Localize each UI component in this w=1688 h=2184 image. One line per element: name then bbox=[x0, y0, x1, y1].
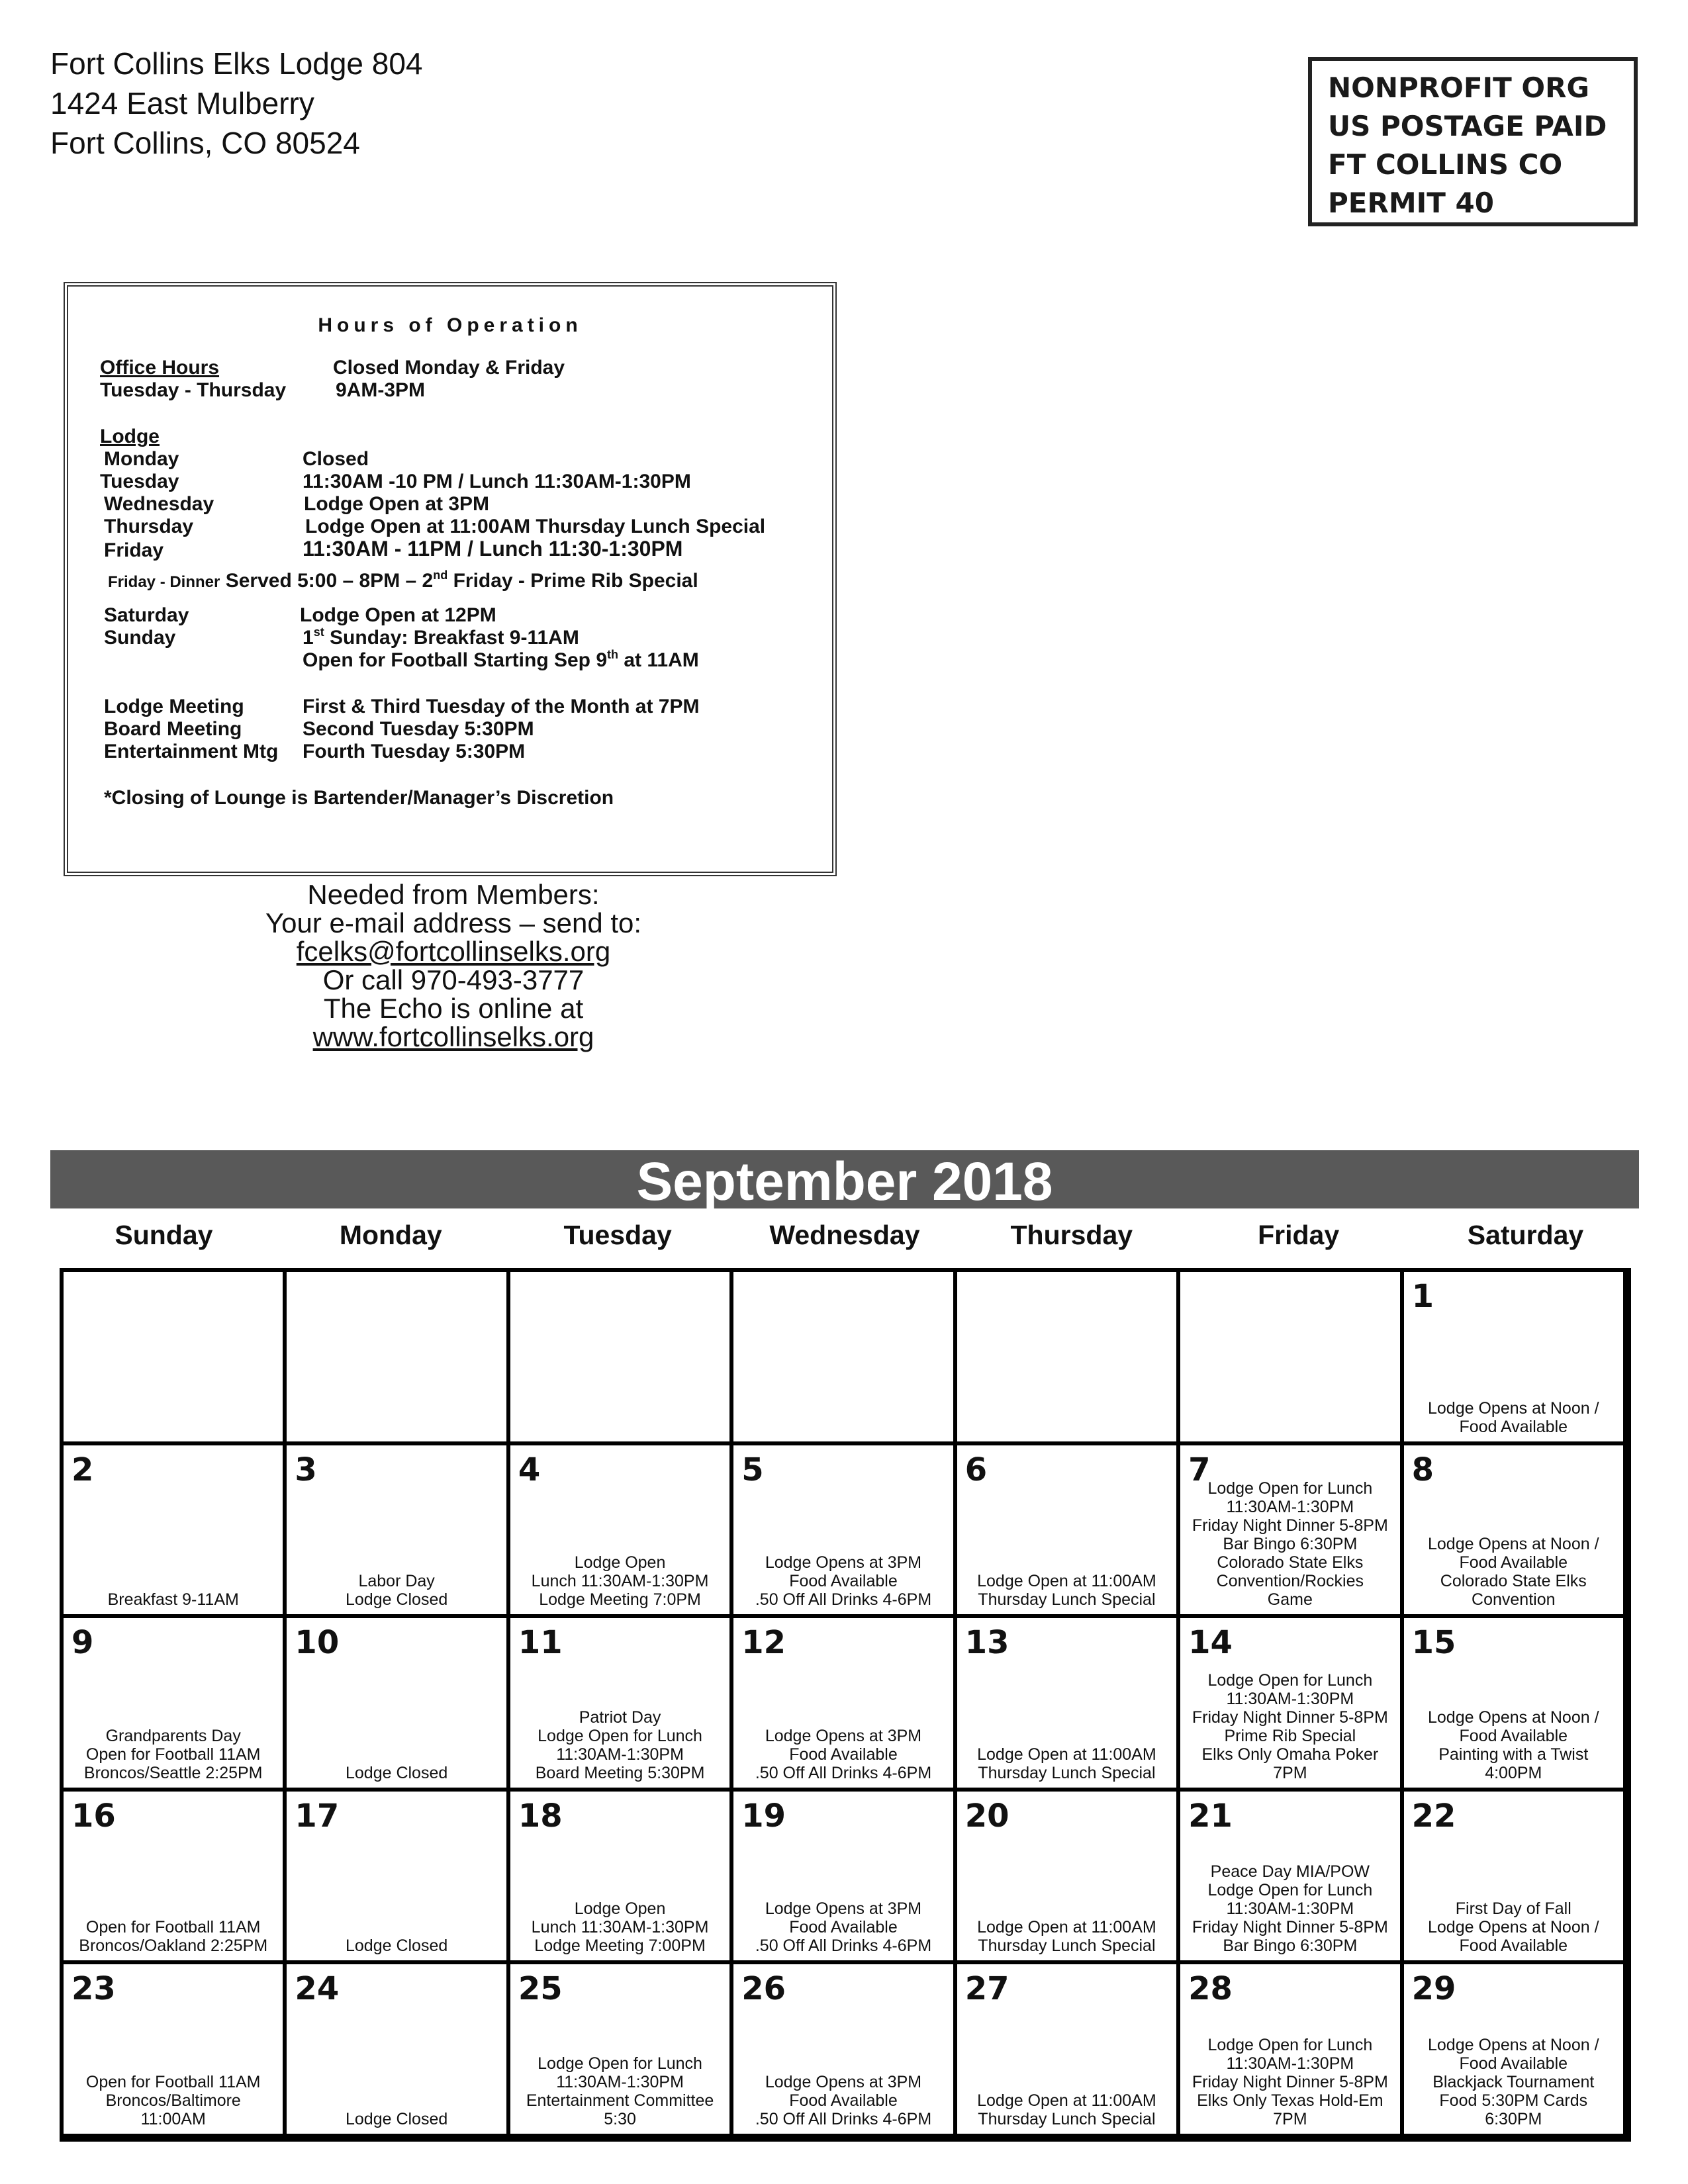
calendar-day-cell bbox=[1400, 1441, 1627, 1619]
office-days: Tuesday - Thursday bbox=[100, 379, 287, 401]
calendar-day-cell bbox=[60, 1614, 287, 1792]
day-events bbox=[510, 1899, 729, 1955]
event-line: Food 5:30PM Cards bbox=[1439, 2091, 1588, 2110]
calendar-title: September 2018 bbox=[636, 1152, 1053, 1212]
postage-line: FT COLLINS CO bbox=[1328, 148, 1563, 181]
meeting-time: Fourth Tuesday 5:30PM bbox=[303, 741, 526, 762]
day-events bbox=[1180, 1862, 1399, 1955]
event-line: Thursday Lunch Special bbox=[978, 1936, 1156, 1956]
day-number: 26 bbox=[741, 1970, 786, 2008]
calendar-day-cell bbox=[1400, 1960, 1627, 2138]
meeting-time: Second Tuesday 5:30PM bbox=[303, 718, 534, 740]
calendar-day-cell bbox=[729, 1788, 957, 1965]
day-number: 23 bbox=[71, 1970, 116, 2008]
superscript: th bbox=[607, 648, 619, 661]
friday-dinner-text: Friday - Prime Rib Special bbox=[447, 570, 698, 592]
event-line: Food Available bbox=[1459, 1726, 1568, 1745]
day-header-sunday: Sunday bbox=[115, 1220, 213, 1250]
day-header-wednesday: Wednesday bbox=[769, 1220, 920, 1250]
day-number: 4 bbox=[518, 1451, 541, 1488]
day-number: 29 bbox=[1411, 1970, 1456, 2008]
day-label: Tuesday bbox=[100, 471, 179, 492]
event-line: Prime Rib Special bbox=[1224, 1726, 1356, 1745]
day-number: 8 bbox=[1411, 1451, 1434, 1488]
calendar-day-cell bbox=[729, 1960, 957, 2138]
day-events bbox=[287, 2110, 506, 2128]
day-hours: Lodge Open at 3PM bbox=[304, 493, 490, 515]
event-line: Lodge Closed bbox=[345, 1763, 448, 1782]
event-line: Food Available bbox=[1459, 1417, 1568, 1436]
event-line: Lunch 11:30AM-1:30PM bbox=[531, 1918, 709, 1937]
postage-line: NONPROFIT ORG bbox=[1328, 71, 1589, 104]
event-line: Lodge Opens at Noon / bbox=[1428, 1707, 1599, 1727]
day-header-friday: Friday bbox=[1258, 1220, 1340, 1250]
calendar-day-cell bbox=[729, 1614, 957, 1792]
event-line: Food Available bbox=[1459, 2054, 1568, 2073]
day-events bbox=[1404, 2036, 1623, 2128]
event-line: Colorado State Elks bbox=[1440, 1572, 1587, 1591]
event-line: .50 Off All Drinks 4-6PM bbox=[755, 2109, 932, 2128]
event-line: Food Available bbox=[789, 1572, 898, 1591]
event-line: Open for Football 11AM bbox=[85, 1745, 261, 1764]
postage-line: US POSTAGE PAID bbox=[1328, 110, 1607, 142]
calendar-day-cell bbox=[1176, 1268, 1403, 1445]
event-line: Lodge Closed bbox=[345, 1590, 448, 1610]
calendar-day-headers bbox=[50, 1215, 1639, 1255]
day-number: 24 bbox=[295, 1970, 340, 2008]
members-text: The Echo is online at bbox=[323, 993, 584, 1024]
day-number: 18 bbox=[518, 1797, 563, 1835]
day-number: 1 bbox=[1411, 1278, 1434, 1315]
event-line: Lodge Opens at Noon / bbox=[1428, 1398, 1599, 1418]
day-events bbox=[733, 1899, 953, 1955]
day-number: 19 bbox=[741, 1797, 786, 1835]
event-line: .50 Off All Drinks 4-6PM bbox=[755, 1936, 932, 1956]
postage-indicia bbox=[1308, 57, 1638, 226]
football-text: Open for Football Starting Sep 9 bbox=[303, 649, 608, 671]
friday-dinner-line bbox=[108, 570, 698, 592]
day-events bbox=[287, 1936, 506, 1955]
event-line: Lodge Open at 11:00AM bbox=[977, 1918, 1156, 1937]
day-number: 15 bbox=[1411, 1624, 1456, 1662]
event-line: Thursday Lunch Special bbox=[978, 1590, 1156, 1610]
day-label: Saturday bbox=[104, 604, 189, 626]
event-line: Thursday Lunch Special bbox=[978, 2109, 1156, 2128]
superscript: st bbox=[313, 625, 324, 639]
calendar-day-cell bbox=[60, 1788, 287, 1965]
meeting-time: First & Third Tuesday of the Month at 7PM bbox=[303, 696, 700, 717]
day-events bbox=[64, 1727, 283, 1782]
day-events bbox=[957, 1918, 1176, 1955]
event-line: Breakfast 9-11AM bbox=[107, 1590, 239, 1610]
day-number: 22 bbox=[1411, 1797, 1456, 1835]
event-line: Lodge Open at 11:00AM bbox=[977, 1572, 1156, 1591]
event-line: Thursday Lunch Special bbox=[978, 1763, 1156, 1782]
event-line: Friday Night Dinner 5-8PM bbox=[1192, 2072, 1388, 2091]
calendar-day-cell bbox=[60, 1268, 287, 1445]
superscript: nd bbox=[433, 569, 448, 582]
day-number: 20 bbox=[964, 1797, 1009, 1835]
calendar-day-cell bbox=[1176, 1614, 1403, 1792]
event-line: Lodge Closed bbox=[345, 2109, 448, 2128]
day-events bbox=[1180, 1671, 1399, 1782]
event-line: Lodge Opens at 3PM bbox=[765, 1726, 922, 1745]
day-header-saturday: Saturday bbox=[1467, 1220, 1584, 1250]
day-events bbox=[64, 2073, 283, 2128]
meeting-label: Entertainment Mtg bbox=[104, 741, 279, 762]
event-line: Labor Day bbox=[358, 1572, 435, 1591]
day-number: 5 bbox=[741, 1451, 764, 1488]
event-line: Peace Day MIA/POW bbox=[1210, 1862, 1370, 1882]
calendar-day-cell bbox=[506, 1614, 733, 1792]
calendar-day-cell bbox=[953, 1614, 1180, 1792]
day-events bbox=[733, 1553, 953, 1609]
office-closed-days: Closed Monday & Friday bbox=[333, 357, 565, 379]
event-line: Lodge Open for Lunch bbox=[1207, 1881, 1373, 1900]
day-number: 12 bbox=[741, 1624, 786, 1662]
event-line: 6:30PM bbox=[1485, 2109, 1542, 2128]
calendar-day-cell bbox=[60, 1960, 287, 2138]
day-hours: Lodge Open at 12PM bbox=[300, 604, 496, 626]
day-number: 25 bbox=[518, 1970, 563, 2008]
calendar-day-cell bbox=[283, 1788, 510, 1965]
event-line: 5:30 bbox=[604, 2109, 636, 2128]
friday-dinner-label: Friday - Dinner bbox=[108, 573, 220, 591]
calendar-day-cell bbox=[283, 1960, 510, 2138]
members-notice bbox=[199, 880, 708, 1051]
calendar-day-cell bbox=[506, 1960, 733, 2138]
day-number: 9 bbox=[71, 1624, 94, 1662]
day-events bbox=[1404, 1399, 1623, 1436]
calendar-day-cell bbox=[506, 1268, 733, 1445]
event-line: Lodge Open at 11:00AM bbox=[977, 2091, 1156, 2110]
day-events bbox=[1180, 1479, 1399, 1609]
calendar-day-cell bbox=[1400, 1614, 1627, 1792]
event-line: 7PM bbox=[1273, 1763, 1307, 1782]
day-number: 3 bbox=[295, 1451, 317, 1488]
day-events bbox=[733, 2073, 953, 2128]
day-events bbox=[510, 1708, 729, 1782]
calendar-day-cell bbox=[506, 1788, 733, 1965]
event-line: Lodge Opens at 3PM bbox=[765, 1899, 922, 1919]
event-line: Bar Bingo 6:30PM bbox=[1223, 1936, 1358, 1956]
event-line: Colorado State Elks bbox=[1217, 1553, 1364, 1572]
event-line: Lodge Open for Lunch bbox=[1207, 2035, 1373, 2054]
football-note bbox=[303, 649, 699, 672]
day-label: Thursday bbox=[104, 516, 194, 537]
sender-street: 1424 East Mulberry bbox=[50, 86, 314, 120]
hours-title: Hours of Operation bbox=[318, 314, 583, 336]
calendar-day-cell bbox=[60, 1441, 287, 1619]
day-events bbox=[64, 1590, 283, 1609]
event-line: Open for Football 11AM bbox=[85, 1918, 261, 1937]
calendar-grid bbox=[60, 1268, 1631, 2142]
event-line: Food Available bbox=[1459, 1936, 1568, 1956]
event-line: Lodge Open at 11:00AM bbox=[977, 1745, 1156, 1764]
event-line: Lodge Meeting 7:0PM bbox=[539, 1590, 701, 1610]
event-line: Lodge Opens at 3PM bbox=[765, 2072, 922, 2091]
event-line: Game bbox=[1267, 1590, 1313, 1610]
calendar-day-cell bbox=[729, 1268, 957, 1445]
event-line: Bar Bingo 6:30PM bbox=[1223, 1535, 1358, 1554]
calendar-day-cell bbox=[953, 1441, 1180, 1619]
office-time: 9AM-3PM bbox=[336, 379, 426, 401]
members-heading: Needed from Members: bbox=[307, 879, 600, 910]
calendar-day-cell bbox=[1176, 1788, 1403, 1965]
sunday-text: Sunday: Breakfast 9-11AM bbox=[324, 627, 579, 649]
day-hours: Lodge Open at 11:00AM Thursday Lunch Special bbox=[305, 516, 766, 537]
day-events bbox=[957, 1572, 1176, 1609]
day-events bbox=[733, 1727, 953, 1782]
day-number: 2 bbox=[71, 1451, 94, 1488]
event-line: Friday Night Dinner 5-8PM bbox=[1192, 1918, 1388, 1937]
event-line: Convention bbox=[1472, 1590, 1556, 1610]
meeting-label: Lodge Meeting bbox=[104, 696, 244, 717]
football-text: at 11AM bbox=[618, 649, 699, 671]
event-line: Grandparents Day bbox=[105, 1726, 241, 1745]
day-events bbox=[1404, 1535, 1623, 1609]
day-events bbox=[510, 2054, 729, 2128]
event-line: Elks Only Texas Hold-Em bbox=[1197, 2091, 1383, 2110]
day-events bbox=[1180, 2036, 1399, 2128]
event-line: Patriot Day bbox=[579, 1707, 661, 1727]
event-line: Lodge Opens at Noon / bbox=[1428, 2035, 1599, 2054]
day-number: 6 bbox=[964, 1451, 988, 1488]
event-line: Food Available bbox=[789, 2091, 898, 2110]
event-line: Lodge Meeting 7:00PM bbox=[534, 1936, 706, 1956]
event-line: Lodge Open for Lunch bbox=[1207, 1670, 1373, 1690]
postage-line: PERMIT 40 bbox=[1328, 187, 1494, 219]
hours-of-operation-box bbox=[64, 282, 837, 876]
event-line: 11:30AM-1:30PM bbox=[556, 1745, 684, 1764]
event-line: Lunch 11:30AM-1:30PM bbox=[531, 1572, 709, 1591]
day-events bbox=[1404, 1899, 1623, 1955]
day-events bbox=[510, 1553, 729, 1609]
event-line: Friday Night Dinner 5-8PM bbox=[1192, 1707, 1388, 1727]
sender-name: Fort Collins Elks Lodge 804 bbox=[50, 46, 423, 81]
event-line: Food Available bbox=[1459, 1553, 1568, 1572]
day-events bbox=[957, 2091, 1176, 2128]
day-events bbox=[287, 1764, 506, 1782]
day-label: Sunday bbox=[104, 627, 176, 649]
day-number: 14 bbox=[1188, 1624, 1233, 1662]
email-link[interactable]: fcelks@fortcollinselks.org bbox=[296, 936, 611, 967]
calendar-day-cell bbox=[953, 1788, 1180, 1965]
event-line: Lodge Closed bbox=[345, 1936, 448, 1956]
day-header-tuesday: Tuesday bbox=[563, 1220, 672, 1250]
event-line: Painting with a Twist bbox=[1438, 1745, 1589, 1764]
calendar-day-cell bbox=[1176, 1960, 1403, 2138]
calendar-day-cell bbox=[1176, 1441, 1403, 1619]
event-line: Lodge Opens at Noon / bbox=[1428, 1918, 1599, 1937]
event-line: 11:30AM-1:30PM bbox=[1226, 1899, 1354, 1919]
calendar-day-cell bbox=[953, 1960, 1180, 2138]
day-hours: Closed bbox=[303, 448, 369, 470]
day-hours: 11:30AM - 11PM / Lunch 11:30-1:30PM bbox=[303, 537, 683, 561]
day-number: 16 bbox=[71, 1797, 116, 1835]
event-line: .50 Off All Drinks 4-6PM bbox=[755, 1590, 932, 1610]
event-line: Elks Only Omaha Poker bbox=[1201, 1745, 1379, 1764]
day-number: 7 bbox=[1188, 1451, 1211, 1488]
event-line: Food Available bbox=[789, 1918, 898, 1937]
event-line: Broncos/Seattle 2:25PM bbox=[83, 1763, 263, 1782]
event-line: Lodge Open bbox=[574, 1553, 666, 1572]
calendar-day-cell bbox=[1400, 1788, 1627, 1965]
members-text: Or call 970-493-3777 bbox=[322, 964, 585, 995]
day-events bbox=[1404, 1708, 1623, 1782]
event-line: Broncos/Oakland 2:25PM bbox=[79, 1936, 268, 1956]
event-line: Friday Night Dinner 5-8PM bbox=[1192, 1516, 1388, 1535]
event-line: 11:00AM bbox=[140, 2109, 206, 2128]
day-label: Monday bbox=[104, 448, 179, 470]
event-line: Lodge Open for Lunch bbox=[1207, 1479, 1373, 1498]
event-line: Lodge Open for Lunch bbox=[538, 2054, 702, 2073]
event-line: 7PM bbox=[1273, 2109, 1307, 2128]
event-line: Board Meeting 5:30PM bbox=[535, 1763, 705, 1782]
event-line: Lodge Opens at Noon / bbox=[1428, 1535, 1599, 1554]
day-hours bbox=[303, 627, 579, 649]
event-line: Lodge Open bbox=[574, 1899, 666, 1919]
event-line: 11:30AM-1:30PM bbox=[556, 2072, 684, 2091]
event-line: .50 Off All Drinks 4-6PM bbox=[755, 1763, 932, 1782]
calendar-banner bbox=[50, 1150, 1639, 1212]
closing-note: *Closing of Lounge is Bartender/Manager’s Discretion bbox=[104, 787, 614, 809]
event-line: 4:00PM bbox=[1485, 1763, 1542, 1782]
calendar-day-cell bbox=[283, 1614, 510, 1792]
calendar-day-cell bbox=[729, 1441, 957, 1619]
day-events bbox=[64, 1918, 283, 1955]
event-line: Entertainment Committee bbox=[526, 2091, 714, 2110]
day-header-thursday: Thursday bbox=[1010, 1220, 1133, 1250]
members-text: Your e-mail address – send to: bbox=[265, 907, 642, 938]
day-number: 28 bbox=[1188, 1970, 1233, 2008]
day-header-monday: Monday bbox=[339, 1220, 442, 1250]
website-link[interactable]: www.fortcollinselks.org bbox=[312, 1021, 594, 1052]
event-line: 11:30AM-1:30PM bbox=[1226, 1498, 1354, 1517]
day-number: 21 bbox=[1188, 1797, 1233, 1835]
event-line: First Day of Fall bbox=[1455, 1899, 1571, 1919]
event-line: Blackjack Tournament bbox=[1432, 2072, 1595, 2091]
sender-city: Fort Collins, CO 80524 bbox=[50, 126, 360, 160]
event-line: Lodge Opens at 3PM bbox=[765, 1553, 922, 1572]
lodge-label: Lodge bbox=[100, 426, 160, 447]
event-line: Lodge Open for Lunch bbox=[538, 1726, 702, 1745]
event-line: Open for Football 11AM bbox=[85, 2072, 261, 2091]
event-line: Food Available bbox=[789, 1745, 898, 1764]
sunday-text: 1 bbox=[303, 627, 314, 649]
day-label: Friday bbox=[104, 539, 164, 561]
day-label: Wednesday bbox=[104, 493, 214, 515]
calendar-day-cell bbox=[283, 1268, 510, 1445]
return-address bbox=[50, 44, 423, 163]
meeting-label: Board Meeting bbox=[104, 718, 242, 740]
day-number: 27 bbox=[964, 1970, 1009, 2008]
calendar-day-cell bbox=[953, 1268, 1180, 1445]
day-number: 11 bbox=[518, 1624, 563, 1662]
event-line: 11:30AM-1:30PM bbox=[1226, 2054, 1354, 2073]
day-number: 10 bbox=[295, 1624, 340, 1662]
day-number: 13 bbox=[964, 1624, 1009, 1662]
office-hours-label: Office Hours bbox=[100, 357, 220, 379]
calendar-day-cell bbox=[506, 1441, 733, 1619]
day-events bbox=[957, 1745, 1176, 1782]
event-line: 11:30AM-1:30PM bbox=[1226, 1689, 1354, 1708]
event-line: Convention/Rockies bbox=[1216, 1572, 1364, 1591]
calendar-day-cell bbox=[1400, 1268, 1627, 1445]
day-events bbox=[287, 1572, 506, 1609]
day-number: 17 bbox=[295, 1797, 340, 1835]
day-hours: 11:30AM -10 PM / Lunch 11:30AM-1:30PM bbox=[303, 471, 691, 492]
friday-dinner-text: Served 5:00 – 8PM – 2 bbox=[225, 570, 434, 592]
event-line: Broncos/Baltimore bbox=[105, 2091, 241, 2110]
calendar-day-cell bbox=[283, 1441, 510, 1619]
